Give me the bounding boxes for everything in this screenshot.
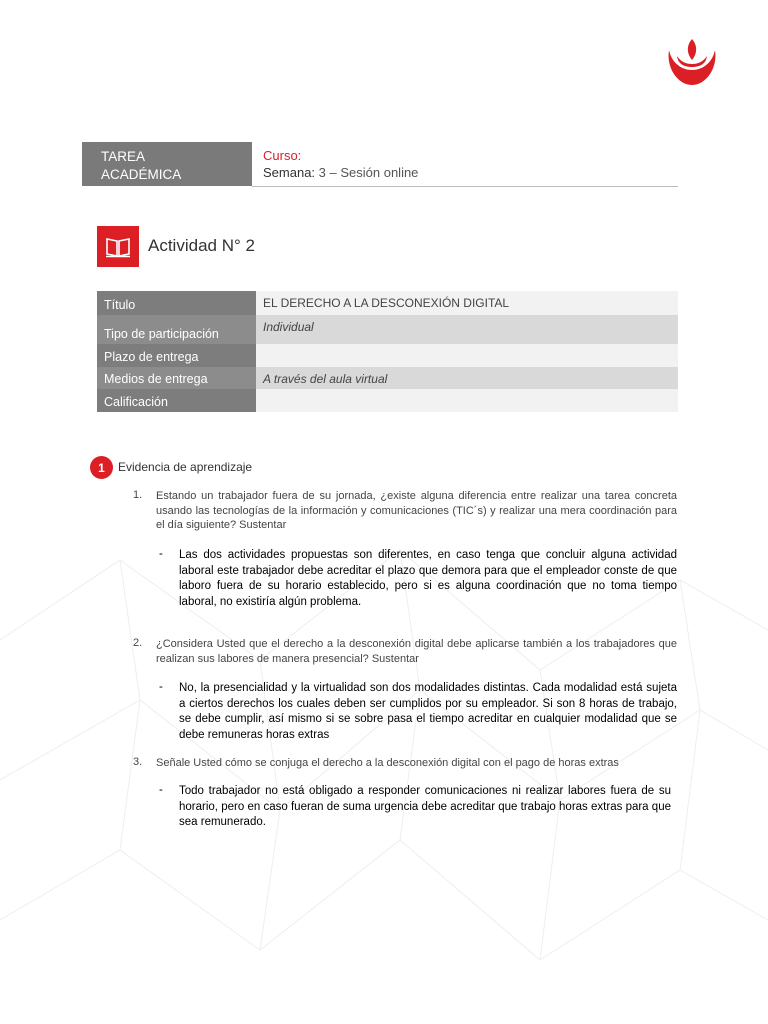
row-label: Tipo de participación — [97, 315, 256, 344]
question-text: Señale Usted cómo se conjuga el derecho a la desconexión digital con el pago de horas extras — [156, 757, 619, 769]
row-value: EL DERECHO A LA DESCONEXIÓN DIGITAL — [256, 291, 678, 315]
table-row — [97, 389, 678, 412]
evidence-number-badge: 1 — [90, 456, 113, 479]
question-number: 2. — [133, 637, 143, 649]
table-row — [97, 291, 678, 315]
answer-dash: - — [159, 548, 163, 560]
question-number: 3. — [133, 756, 143, 768]
tarea-line2: ACADÉMICA — [101, 167, 182, 182]
answer-text: No, la presencialidad y la virtualidad son dos modalidades distintas. Cada modalidad está sujeta a ciertos derechos los cuales deben ser cumplidos por su empleador. Si son 8 horas de trabajo, se debe cumplir, así mismo si se sobre pasa el tiempo acreditar en cualquier modalidad que se debe remuneras horas extras — [179, 682, 677, 741]
question-number: 1. — [133, 489, 143, 501]
header-divider — [252, 186, 678, 187]
answer-dash: - — [159, 784, 163, 796]
activity-title: Actividad N° 2 — [148, 236, 255, 255]
row-value: A través del aula virtual — [256, 367, 678, 389]
semana-value: 3 – Sesión online — [318, 165, 419, 180]
course-info — [263, 147, 418, 181]
evidence-title: Evidencia de aprendizaje — [118, 460, 253, 474]
row-label: Calificación — [97, 389, 256, 412]
answer-dash: - — [159, 681, 163, 693]
table-row — [97, 344, 678, 367]
tarea-academica-banner — [82, 142, 252, 186]
row-label: Plazo de entrega — [97, 344, 256, 367]
row-value — [256, 389, 678, 412]
question-text: Estando un trabajador fuera de su jornada, ¿existe alguna diferencia entre realizar una tarea concreta usando las tecnologías de la información y comunicaciones (TIC´s) y realizar una mera coordinación para el día siguiente? Sustentar — [156, 490, 677, 531]
answer-text: Todo trabajador no está obligado a responder comunicaciones ni realizar labores fuera de su horario, pero en caso fueran de suma urgencia debe acreditar que trabajo horas extras para que sea remunerado. — [179, 785, 671, 828]
university-logo — [664, 36, 720, 88]
curso-label: Curso: — [263, 148, 302, 163]
answer-text: Las dos actividades propuestas son diferentes, en caso tenga que concluir alguna actividad laboral este trabajador debe acreditar el plazo que demora para que el empleador conste de que laboro fuera de su horario establecido, pero si es alguna coordinación que no toma tiempo laboral, no existiría algún problema. — [179, 549, 677, 608]
activity-info-table — [97, 291, 678, 412]
question-text: ¿Considera Usted que el derecho a la desconexión digital debe aplicarse también a los trabajadores que realizan sus labores de manera presencial? Sustentar — [156, 638, 677, 665]
book-icon — [97, 226, 139, 267]
row-label: Título — [97, 291, 256, 315]
table-row — [97, 367, 678, 389]
row-value — [256, 344, 678, 367]
row-label: Medios de entrega — [97, 367, 256, 389]
table-row — [97, 315, 678, 344]
row-value: Individual — [256, 315, 678, 344]
semana-label: Semana: — [263, 165, 316, 180]
tarea-line1: TAREA — [101, 149, 146, 164]
